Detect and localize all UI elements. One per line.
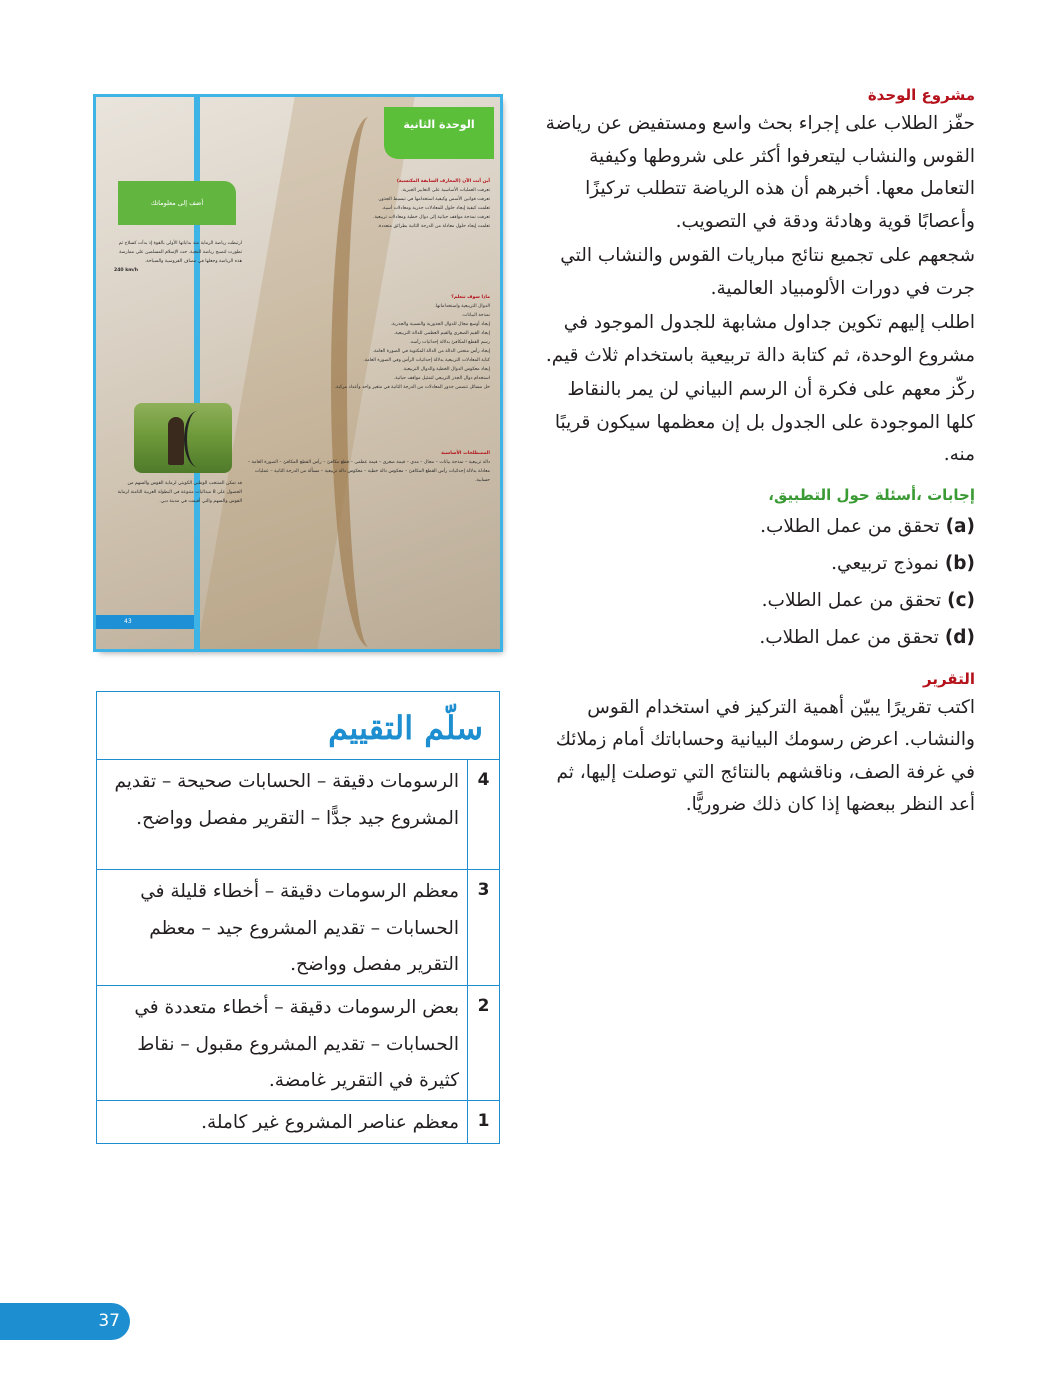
- side-text: قد تمكن المنتخب الوطني الكويتي لرماية القوس والسهم من الحصول على 8 ميداليات متنوعة في البطولة العربية الثامنة لرماية القوس والسهم والتي أقيمت في مدينة دبي.: [117, 481, 242, 504]
- answer-text: نموذج تربيعي.: [831, 552, 939, 574]
- answer-text: تحقق من عمل الطلاب.: [759, 626, 939, 648]
- side-speed: 240 km/h: [114, 268, 138, 273]
- project-heading: مشروع الوحدة: [867, 86, 975, 104]
- learn-item: رسم القطع المكافئ بدلالة إحداثيات رأسه.: [409, 340, 490, 345]
- learn-item: نمذجة البيانات.: [461, 313, 490, 318]
- rubric-description: الرسومات دقيقة – الحسابات صحيحة – تقديم المشروع جيد جدًّا – التقرير مفصل وواضح.: [114, 771, 459, 829]
- learn-item: إيجاد أوسع مجال للدوال الجذورية والنسبية والجذرية.: [390, 322, 490, 327]
- archer-figure: [168, 417, 184, 465]
- project-paragraph: اطلب إليهم تكوين جداول مشابهة للجدول الموجود في مشروع الوحدة، ثم كتابة دالة تربيعية باستخدام ثلاث قيم.: [545, 312, 975, 366]
- textbook-page-thumbnail: [96, 97, 500, 649]
- right-column: [545, 86, 975, 824]
- answer-item: [545, 619, 975, 656]
- project-paragraph: شجعهم على تجميع نتائج مباريات القوس والنشاب التي جرت في دورات الألومبياد العالمية.: [560, 245, 975, 299]
- rubric-row: [97, 1101, 499, 1143]
- report-text: اكتب تقريرًا يبيّن أهمية التركيز في استخدام القوس والنشاب. اعرض رسومك البيانية وحساباتك أمام زملائك في غرفة الصف، وناقشهم بالنتائج التي توصلت إليها، ثم أعد النظر ببعضها إذا كان ذلك ضروريًّا.: [555, 696, 975, 815]
- unit-tab: الوحدة الثانية: [384, 107, 494, 159]
- answer-label: (b): [944, 552, 975, 574]
- answer-text: تحقق من عمل الطلاب.: [761, 589, 942, 611]
- rubric-score: 2: [467, 986, 499, 1100]
- rubric-title: سلّم التقييم: [328, 709, 483, 747]
- rubric-score: 3: [467, 870, 499, 985]
- rubric-score: 4: [467, 760, 499, 869]
- terms-block: [245, 449, 490, 485]
- archer-bow: [184, 411, 211, 467]
- answer-label: (d): [944, 626, 975, 648]
- side-info-2: [114, 479, 242, 506]
- learn-heading: ماذا سوف تتعلم؟: [451, 295, 490, 300]
- thumbnail-divider: [194, 97, 200, 649]
- learn-block: [245, 293, 490, 392]
- where-now-block: [300, 177, 490, 231]
- thumbnail-page-number: 43: [96, 615, 194, 629]
- rubric-title-cell: [97, 692, 499, 760]
- rubric-table: [96, 691, 500, 1144]
- rubric-row: [97, 760, 499, 870]
- rubric-score: 1: [467, 1101, 499, 1143]
- learn-item: حل مسائل تتضمن جذور المعادلات من الدرجة الثانية في متغير واحد وأعداد مركبة.: [334, 385, 490, 390]
- project-paragraph: حفّز الطلاب على إجراء بحث واسع ومستفيض عن رياضة القوس والنشاب ليتعرفوا أكثر على شروطها وكيفية التعامل معها. أخبرهم أن هذه الرياضة تتطلب تركيزًا وأعصابًا قوية وهادئة ودقة في التصويب.: [545, 113, 975, 232]
- answer-text: تحقق من عمل الطلاب.: [760, 515, 940, 537]
- report-heading: التقرير: [923, 669, 975, 688]
- rubric-description: معظم الرسومات دقيقة – أخطاء قليلة في الحسابات – تقديم المشروع جيد – معظم التقرير مفصل وواضح.: [140, 881, 459, 975]
- rubric-description: بعض الرسومات دقيقة – أخطاء متعددة في الحسابات – تقديم المشروع مقبول – نقاط كثيرة في التقرير غامضة.: [134, 997, 459, 1091]
- answer-label: (a): [945, 515, 975, 537]
- where-heading: أين أنت الآن (المعارف السابقة المكتسبة): [396, 179, 490, 184]
- learn-item: كتابة المعادلات التربيعية بدلالة إحداثيات الرأس وفي الصورة العامة.: [363, 358, 490, 363]
- terms-text: دالة تربيعية – نمذجة بيانات – مجال – مدى – قيمة صغرى – قيمة عظمى – قطع مكافئ – رأس القطع المكافئ – الصورة العامة – معادلة بدلالة إحداثيات رأس القطع المكافئ – معكوس دالة خطية – معكوس دالة تربيعية – مسألة من الدرجة الثانية – عمليات حسابية.: [247, 460, 490, 483]
- project-paragraph: ركّز معهم على فكرة أن الرسم البياني لن يمر بالنقاط كلها الموجودة على الجدول بل إن معظمها سيكون قريبًا منه.: [554, 379, 975, 465]
- rubric-description: معظم عناصر المشروع غير كاملة.: [201, 1112, 459, 1133]
- where-item: تعرفت قوانين الأسس وكيفية استخدامها في تبسيط الجذور.: [377, 197, 490, 202]
- answer-item: [545, 582, 975, 619]
- learn-item: إيجاد القيم الصغرى والقيم العظمى للدالة التربيعية.: [393, 331, 490, 336]
- terms-heading: المصطلحات الأساسية: [441, 451, 490, 456]
- learn-item: الدوال التربيعية واستخداماتها.: [434, 304, 490, 309]
- archer-photo: [134, 403, 232, 473]
- where-item: تعلمت كيفية إيجاد حلول للمعادلات جذرية ومعادلات أسية.: [381, 206, 490, 211]
- answers-heading: إجابات ،أسئلة حول التطبيق،: [768, 485, 975, 504]
- side-text: ارتبطت رياضة الرماية منذ بداياتها الأولى بالقوة إذ بدأت كسلاح ثم تطورت لتصبح رياضة للنخبة. حث الإسلام المسلمين على ممارسة هذه الرياضة وجعلها في مصاف الفروسية والسباحة.: [118, 241, 242, 264]
- rubric-row: [97, 986, 499, 1101]
- answer-label: (c): [947, 589, 975, 611]
- answer-item: [545, 508, 975, 545]
- where-item: تعلمت إيجاد حلول معادلة من الدرجة الثانية بطرائق متعددة.: [377, 224, 490, 229]
- where-item: تعرفت نمذجة مواقف حياتية إلى دوال خطية ومعادلات تربيعية.: [372, 215, 490, 220]
- learn-item: إيجاد رأس منحنى الدالة من الدالة المكتوبة في الصورة العامة.: [372, 349, 490, 354]
- side-info-1: [114, 239, 242, 275]
- learn-item: إيجاد معكوس الدوال الخطية والدوال التربيعية.: [402, 367, 490, 372]
- page-number: 37: [0, 1303, 130, 1340]
- add-info-box: أضف إلى معلوماتك: [118, 181, 236, 225]
- where-item: تعرفت العمليات الأساسية على التعابير الجبرية.: [401, 188, 490, 193]
- learn-item: استخدام دوال الجذر التربيعي لتمثيل مواقف حياتية.: [393, 376, 490, 381]
- answer-item: [545, 545, 975, 582]
- rubric-row: [97, 870, 499, 986]
